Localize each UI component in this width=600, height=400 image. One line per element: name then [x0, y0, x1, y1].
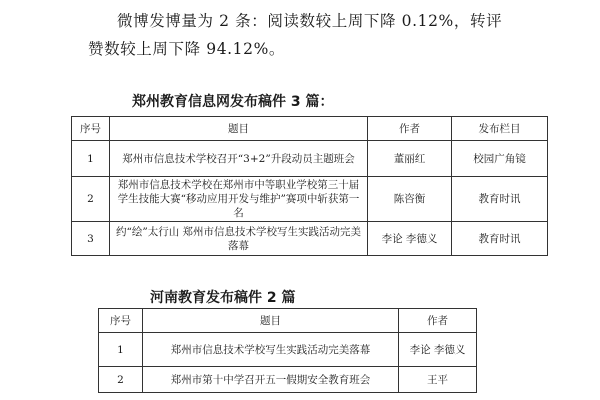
article-author: 董丽红: [368, 141, 452, 177]
article-title: 郑州市信息技术学校写生实践活动完美落幕: [143, 333, 399, 367]
header-cell: 作者: [399, 309, 477, 333]
header-cell: 序号: [99, 309, 143, 333]
row-number: 1: [72, 141, 110, 177]
article-column: 教育时讯: [452, 222, 548, 256]
article-author: 陈咨衡: [368, 177, 452, 222]
table-header-row: [72, 117, 548, 141]
intro-line-2: 赞数较上周下降 94.12%。: [88, 40, 286, 58]
article-column: 校园广角镜: [452, 141, 548, 177]
table-row: [72, 141, 548, 177]
table-header-row: [99, 309, 477, 333]
article-author: 王平: [399, 367, 477, 393]
table-row: [72, 222, 548, 256]
intro-line-1: 微博发博量为 2 条：阅读数较上周下降 0.12%，转评: [117, 12, 503, 30]
header-cell: 题目: [110, 117, 368, 141]
table-row: [99, 367, 477, 393]
section2-table: [98, 308, 477, 393]
article-author: 李论 李德义: [399, 333, 477, 367]
article-title: 约“绘”太行山 郑州市信息技术学校写生实践活动完美落幕: [110, 222, 368, 256]
table-row: [99, 333, 477, 367]
article-column: 教育时讯: [452, 177, 548, 222]
table-row: [72, 177, 548, 222]
row-number: 2: [99, 367, 143, 393]
header-cell: 发布栏目: [452, 117, 548, 141]
row-number: 1: [99, 333, 143, 367]
header-cell: 序号: [72, 117, 110, 141]
header-cell: 作者: [368, 117, 452, 141]
row-number: 3: [72, 222, 110, 256]
section2-title: 河南教育发布稿件 2 篇: [150, 290, 296, 306]
row-number: 2: [72, 177, 110, 222]
section1-title: 郑州教育信息网发布稿件 3 篇：: [132, 94, 334, 110]
article-title: 郑州市信息技术学校在郑州市中等职业学校第三十届学生技能大赛“移动应用开发与维护”赛项中斩获第一名: [110, 177, 368, 222]
header-cell: 题目: [143, 309, 399, 333]
article-title: 郑州市信息技术学校召开“3+2”升段动员主题班会: [110, 141, 368, 177]
section1-table: [71, 116, 548, 256]
article-author: 李论 李德义: [368, 222, 452, 256]
article-title: 郑州市第十中学召开五一假期安全教育班会: [143, 367, 399, 393]
